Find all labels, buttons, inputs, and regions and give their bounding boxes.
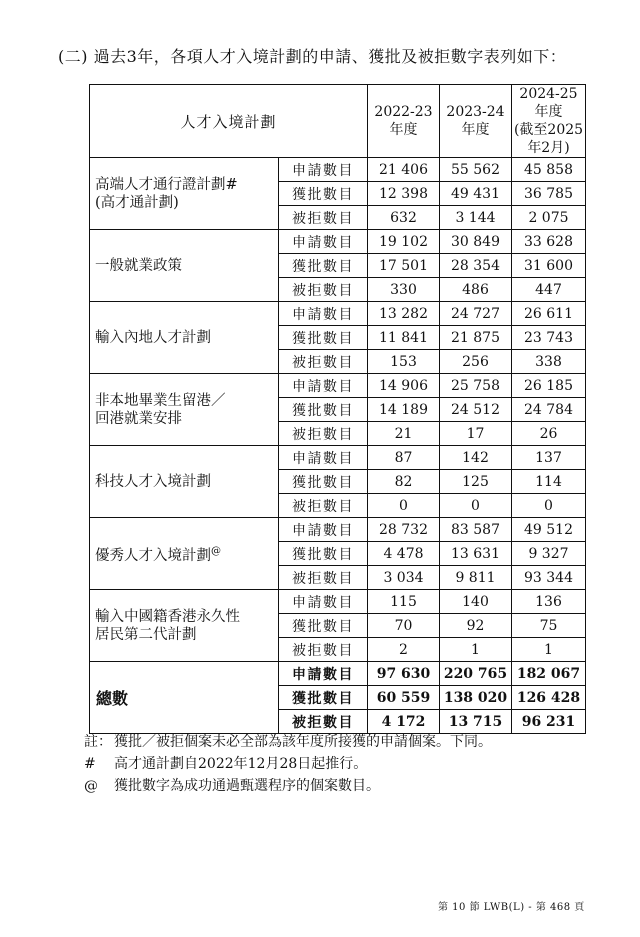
value-cell: 49 512 bbox=[512, 518, 586, 542]
value-cell: 486 bbox=[440, 278, 512, 302]
value-cell: 137 bbox=[512, 446, 586, 470]
row-label: 獲批數目 bbox=[279, 398, 368, 422]
table-row bbox=[90, 374, 586, 398]
value-cell: 115 bbox=[368, 590, 440, 614]
value-cell: 26 611 bbox=[512, 302, 586, 326]
footnote-symbol: 註： bbox=[84, 734, 112, 750]
table-row bbox=[90, 446, 586, 470]
footnote-item bbox=[84, 775, 492, 797]
total-value-cell: 4 172 bbox=[368, 710, 440, 734]
value-cell: 26 185 bbox=[512, 374, 586, 398]
total-value-cell: 220 765 bbox=[440, 662, 512, 686]
row-label: 申請數目 bbox=[279, 158, 368, 182]
row-label: 申請數目 bbox=[279, 302, 368, 326]
value-cell: 330 bbox=[368, 278, 440, 302]
value-cell: 11 841 bbox=[368, 326, 440, 350]
footnote-symbol: # bbox=[84, 756, 96, 772]
value-cell: 0 bbox=[368, 494, 440, 518]
value-cell: 87 bbox=[368, 446, 440, 470]
value-cell: 23 743 bbox=[512, 326, 586, 350]
value-cell: 30 849 bbox=[440, 230, 512, 254]
table-row bbox=[90, 590, 586, 614]
value-cell: 14 906 bbox=[368, 374, 440, 398]
value-cell: 9 327 bbox=[512, 542, 586, 566]
value-cell: 24 727 bbox=[440, 302, 512, 326]
value-cell: 31 600 bbox=[512, 254, 586, 278]
section-heading: (二) 過去3年，各項人才入境計劃的申請、獲批及被拒數字表列如下： bbox=[58, 47, 567, 66]
value-cell: 114 bbox=[512, 470, 586, 494]
value-cell: 0 bbox=[512, 494, 586, 518]
table-row bbox=[90, 518, 586, 542]
row-label: 被拒數目 bbox=[279, 566, 368, 590]
value-cell: 26 bbox=[512, 422, 586, 446]
value-cell: 1 bbox=[440, 638, 512, 662]
value-cell: 82 bbox=[368, 470, 440, 494]
row-label: 申請數目 bbox=[279, 590, 368, 614]
value-cell: 70 bbox=[368, 614, 440, 638]
value-cell: 36 785 bbox=[512, 182, 586, 206]
value-cell: 21 bbox=[368, 422, 440, 446]
scheme-column-header: 人才入境計劃 bbox=[90, 85, 368, 158]
value-cell: 24 512 bbox=[440, 398, 512, 422]
row-label: 申請數目 bbox=[279, 230, 368, 254]
value-cell: 45 858 bbox=[512, 158, 586, 182]
value-cell: 2 bbox=[368, 638, 440, 662]
value-cell: 4 478 bbox=[368, 542, 440, 566]
value-cell: 17 bbox=[440, 422, 512, 446]
value-cell: 33 628 bbox=[512, 230, 586, 254]
value-cell: 2 075 bbox=[512, 206, 586, 230]
value-cell: 28 354 bbox=[440, 254, 512, 278]
row-label: 被拒數目 bbox=[279, 494, 368, 518]
footnote-text: 獲批／被拒個案未必全部為該年度所接獲的申請個案。下同。 bbox=[114, 734, 492, 750]
scheme-name: 輸入內地人才計劃 bbox=[90, 302, 279, 374]
row-label: 被拒數目 bbox=[279, 638, 368, 662]
value-cell: 21 875 bbox=[440, 326, 512, 350]
value-cell: 28 732 bbox=[368, 518, 440, 542]
value-cell: 25 758 bbox=[440, 374, 512, 398]
row-label: 獲批數目 bbox=[279, 182, 368, 206]
value-cell: 93 344 bbox=[512, 566, 586, 590]
footnote-symbol: @ bbox=[84, 778, 98, 794]
header-row bbox=[90, 85, 586, 158]
value-cell: 12 398 bbox=[368, 182, 440, 206]
year-header-1: 2023-24 年度 bbox=[440, 85, 512, 158]
row-label: 被拒數目 bbox=[279, 350, 368, 374]
year-header-2: 2024-25 年度 (截至2025 年2月) bbox=[512, 85, 586, 158]
value-cell: 83 587 bbox=[440, 518, 512, 542]
value-cell: 14 189 bbox=[368, 398, 440, 422]
value-cell: 136 bbox=[512, 590, 586, 614]
value-cell: 1 bbox=[512, 638, 586, 662]
table-row bbox=[90, 302, 586, 326]
total-value-cell: 60 559 bbox=[368, 686, 440, 710]
value-cell: 447 bbox=[512, 278, 586, 302]
value-cell: 21 406 bbox=[368, 158, 440, 182]
value-cell: 19 102 bbox=[368, 230, 440, 254]
footnote-text: 高才通計劃自2022年12月28日起推行。 bbox=[114, 756, 368, 772]
scheme-name: 科技人才入境計劃 bbox=[90, 446, 279, 518]
total-value-cell: 13 715 bbox=[440, 710, 512, 734]
total-value-cell: 97 630 bbox=[368, 662, 440, 686]
value-cell: 632 bbox=[368, 206, 440, 230]
value-cell: 142 bbox=[440, 446, 512, 470]
value-cell: 3 034 bbox=[368, 566, 440, 590]
value-cell: 9 811 bbox=[440, 566, 512, 590]
value-cell: 13 282 bbox=[368, 302, 440, 326]
value-cell: 75 bbox=[512, 614, 586, 638]
row-label: 申請數目 bbox=[279, 446, 368, 470]
value-cell: 3 144 bbox=[440, 206, 512, 230]
total-value-cell: 126 428 bbox=[512, 686, 586, 710]
total-value-cell: 96 231 bbox=[512, 710, 586, 734]
row-label: 被拒數目 bbox=[279, 278, 368, 302]
value-cell: 92 bbox=[440, 614, 512, 638]
value-cell: 0 bbox=[440, 494, 512, 518]
value-cell: 13 631 bbox=[440, 542, 512, 566]
row-label: 獲批數目 bbox=[279, 254, 368, 278]
value-cell: 55 562 bbox=[440, 158, 512, 182]
value-cell: 24 784 bbox=[512, 398, 586, 422]
value-cell: 17 501 bbox=[368, 254, 440, 278]
row-label: 被拒數目 bbox=[279, 422, 368, 446]
total-label: 總數 bbox=[90, 662, 279, 734]
footnotes bbox=[84, 731, 492, 797]
scheme-name: 優秀人才入境計劃@ bbox=[90, 518, 279, 590]
row-label: 獲批數目 bbox=[279, 542, 368, 566]
value-cell: 153 bbox=[368, 350, 440, 374]
talent-schemes-table bbox=[89, 84, 586, 734]
footnote-item bbox=[84, 731, 492, 753]
value-cell: 125 bbox=[440, 470, 512, 494]
row-label: 獲批數目 bbox=[279, 686, 368, 710]
scheme-name: 輸入中國籍香港永久性 居民第二代計劃 bbox=[90, 590, 279, 662]
footnote-item bbox=[84, 753, 492, 775]
row-label: 被拒數目 bbox=[279, 206, 368, 230]
value-cell: 49 431 bbox=[440, 182, 512, 206]
year-header-0: 2022-23 年度 bbox=[368, 85, 440, 158]
value-cell: 140 bbox=[440, 590, 512, 614]
row-label: 獲批數目 bbox=[279, 614, 368, 638]
footnote-text: 獲批數字為成功通過甄選程序的個案數目。 bbox=[114, 778, 380, 794]
row-label: 被拒數目 bbox=[279, 710, 368, 734]
row-label: 申請數目 bbox=[279, 518, 368, 542]
total-value-cell: 182 067 bbox=[512, 662, 586, 686]
row-label: 獲批數目 bbox=[279, 326, 368, 350]
total-value-cell: 138 020 bbox=[440, 686, 512, 710]
value-cell: 256 bbox=[440, 350, 512, 374]
table-row bbox=[90, 230, 586, 254]
scheme-name: 高端人才通行證計劃# (高才通計劃) bbox=[90, 158, 279, 230]
footnote-marker: @ bbox=[211, 545, 221, 557]
page-footer: 第 10 節 LWB(L) - 第 468 頁 bbox=[438, 902, 585, 913]
value-cell: 338 bbox=[512, 350, 586, 374]
scheme-name: 一般就業政策 bbox=[90, 230, 279, 302]
row-label: 獲批數目 bbox=[279, 470, 368, 494]
scheme-name: 非本地畢業生留港／ 回港就業安排 bbox=[90, 374, 279, 446]
total-row bbox=[90, 662, 586, 686]
table-row bbox=[90, 158, 586, 182]
row-label: 申請數目 bbox=[279, 374, 368, 398]
row-label: 申請數目 bbox=[279, 662, 368, 686]
